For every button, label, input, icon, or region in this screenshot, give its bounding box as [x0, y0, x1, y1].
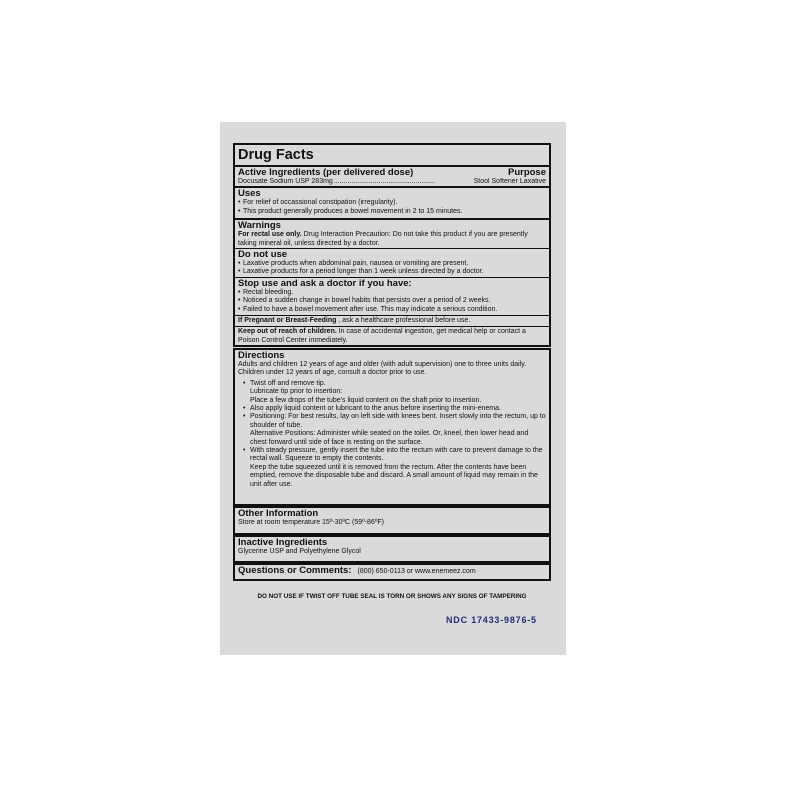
- drug-facts-title: Drug Facts: [238, 147, 314, 163]
- do-not-use-item: • Laxative products when abdominal pain, nausea or vomiting are present.: [238, 260, 469, 268]
- warnings-heading: Warnings: [238, 220, 281, 232]
- other-info-box: [233, 506, 551, 535]
- directions-step: • Positioning: For best results, lay on left side with knees bent. Insert slowly into the rectum, up to shoulder of tube. Alternative Positions: Administer while seated on the toilet. Or, kneel, then lower head and chest forward until side of face is resting on the surface.: [243, 413, 546, 446]
- keep-out-text: Keep out of reach of children. In case of accidental ingestion, get medical help or contact a Poison Control Center immediately.: [238, 328, 526, 344]
- active-ingredients-heading: Active Ingredients (per delivered dose): [238, 167, 414, 178]
- stop-use-item: • Rectal bleeding.: [238, 288, 294, 296]
- questions-heading: Questions or Comments:: [238, 565, 352, 576]
- purpose-heading: Purpose: [507, 167, 546, 178]
- do-not-use-item: • Laxative products for a period longer than 1 week unless directed by a doctor.: [238, 268, 484, 276]
- active-ingredient-row: [235, 178, 549, 186]
- active-purpose: Stool Softener Laxative: [473, 178, 546, 185]
- stop-use-item: • Failed to have a bowel movement after use. This may indicate a serious condition.: [238, 305, 498, 313]
- directions-heading: Directions: [238, 350, 285, 361]
- directions-step: • With steady pressure, gently insert the tube into the rectum with care to prevent damage to the rectal wall. Squeeze to empty the contents. Keep the tube squeezed until it is removed from the rectum. After the contents have been emptied, remove the disposable tube and discard. A small amount of liquid may remain in the unit after use.: [243, 447, 543, 488]
- active-header-row: [235, 167, 549, 178]
- ndc-number: NDC 17433-9876-5: [446, 615, 537, 625]
- pregnant-text: If Pregnant or Breast-Feeding , ask a healthcare professional before use.: [238, 317, 471, 325]
- do-not-use-heading: Do not use: [238, 249, 288, 261]
- questions-text: (800) 650-0113 or www.enemeez.com: [357, 568, 476, 575]
- stop-use-heading: Stop use and ask a doctor if you have:: [238, 277, 412, 289]
- inactive-box: [233, 535, 551, 563]
- directions-box: [233, 348, 551, 506]
- directions-step: • Also apply liquid content or lubricant to the anus before inserting the mini-enema.: [243, 405, 501, 413]
- storage-text: Store at room temperature 15º-30ºC (59º-86ºF): [238, 519, 385, 526]
- drug-facts-box: [233, 143, 551, 347]
- inactive-heading: Inactive Ingredients: [238, 537, 328, 548]
- stop-use-item: • Noticed a sudden change in bowel habits that persists over a period of 2 weeks.: [238, 297, 491, 305]
- active-ingredient: Docusate Sodium USP 283mg: [238, 178, 333, 185]
- uses-item: • For relief of occassional constipation (irregularity).: [238, 199, 398, 207]
- inactive-text: Glycerine USP and Polyethylene Glycol: [238, 548, 361, 555]
- rectal-use-text: For rectal use only. Drug Interaction Precaution: Do not take this product if you are presently taking mineral oil, unless directed by a doctor.: [238, 231, 528, 247]
- directions-intro: Adults and children 12 years of age and older (with adult supervision) one to three units daily. Children under 12 years of age, consult a doctor prior to use.: [238, 361, 527, 377]
- questions-box: [233, 563, 551, 581]
- tamper-warning: DO NOT USE IF TWIST OFF TUBE SEAL IS TORN OR SHOWS ANY SIGNS OF TAMPERING: [257, 593, 527, 600]
- uses-item: • This product generally produces a bowel movement in 2 to 15 minutes.: [238, 207, 463, 215]
- uses-heading: Uses: [238, 188, 261, 200]
- leader-dots: ....................................................: [333, 178, 435, 185]
- directions-step: • Twist off and remove tip. Lubricate tip prior to insertion: Place a few drops of the tube's liquid content on the shaft prior to insertion.: [243, 379, 482, 404]
- other-info-heading: Other Information: [238, 508, 319, 519]
